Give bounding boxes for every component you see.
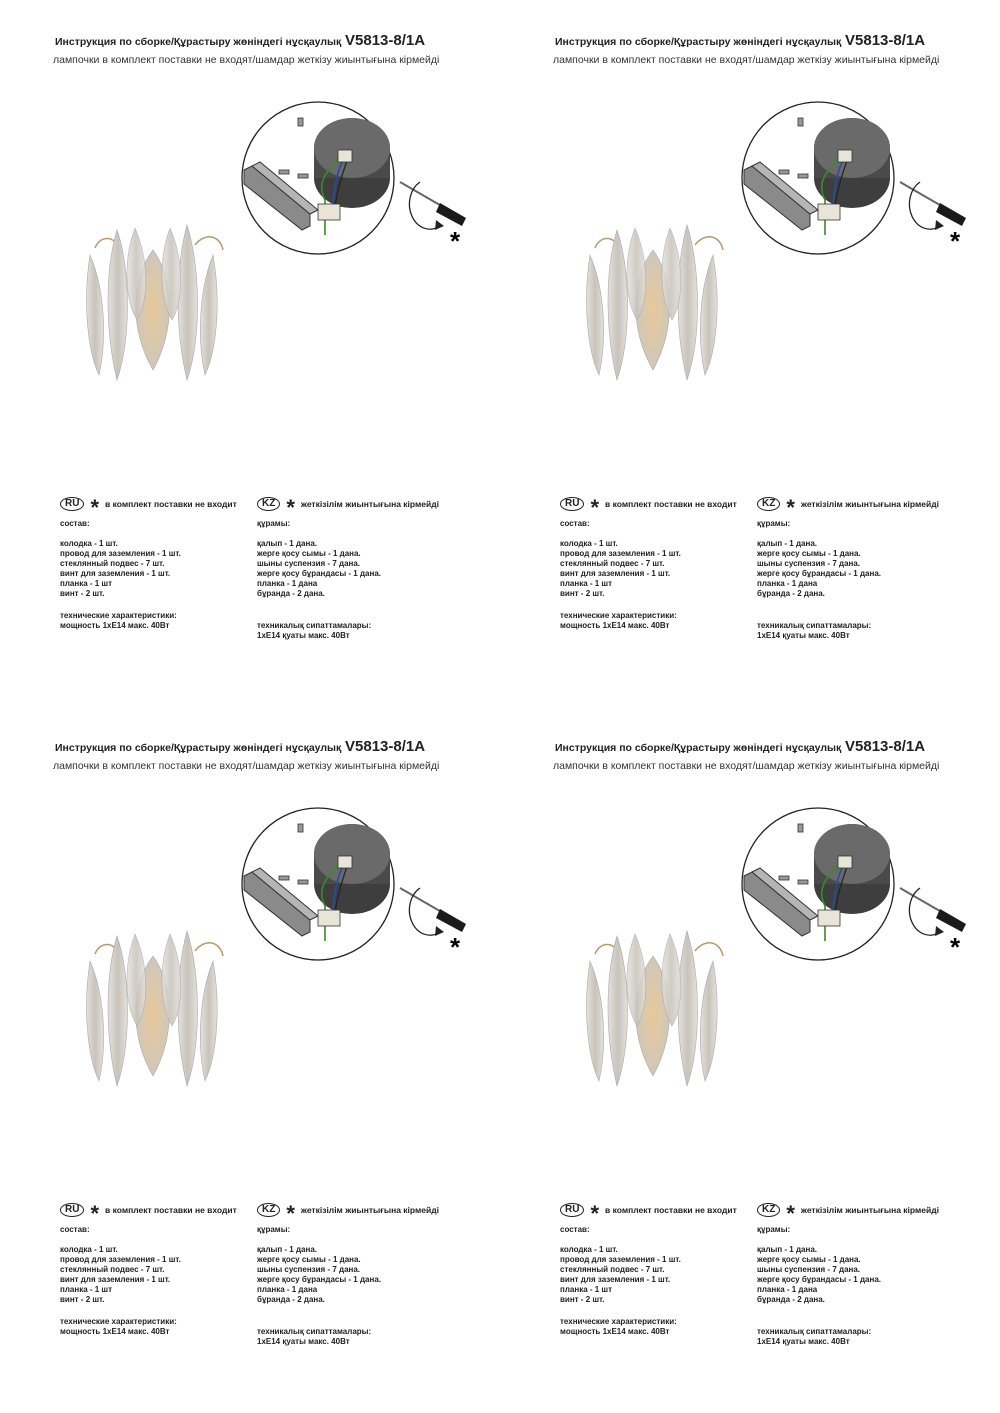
ru-specs-title: технические характеристики: — [60, 1317, 177, 1326]
list-item: колодка - 1 шт. — [560, 539, 618, 548]
mounting-diagram — [740, 806, 970, 981]
mounting-diagram — [240, 100, 470, 275]
ru-specs-title: технические характеристики: — [560, 611, 677, 620]
list-item: винт - 2 шт. — [560, 589, 605, 598]
list-item: жерге қосу бұрандасы - 1 дана. — [757, 1275, 881, 1284]
list-item: бұранда - 2 дана. — [257, 589, 325, 598]
screwdriver-icon — [400, 888, 466, 936]
list-item: винт - 2 шт. — [60, 1295, 105, 1304]
kz-specs-value: 1хЕ14 қуаты макс. 40Вт — [757, 1337, 850, 1346]
list-item: шыны суспензия - 7 дана. — [757, 1265, 861, 1274]
list-item: бұранда - 2 дана. — [757, 1295, 825, 1304]
list-item: планка - 1 шт — [60, 1285, 113, 1294]
canopy-disc — [814, 118, 890, 208]
kz-section — [757, 1201, 997, 1347]
list-item: шыны суспензия - 7 дана. — [257, 1265, 361, 1274]
canopy-disc — [314, 824, 390, 914]
not-included-asterisk: * — [950, 932, 961, 962]
kz-contents-list — [257, 539, 497, 599]
list-item: винт для заземления - 1 шт. — [560, 569, 671, 578]
ru-note: в комплект поставки не входит — [105, 499, 237, 509]
instruction-panel — [0, 0, 500, 706]
ru-specs-title: технические характеристики: — [560, 1317, 677, 1326]
list-item: планка - 1 дана — [757, 579, 818, 588]
list-item: жерге қосу сымы - 1 дана. — [757, 1255, 861, 1264]
ru-badge: RU — [60, 1203, 84, 1217]
not-included-asterisk: * — [950, 226, 961, 256]
ru-note: в комплект поставки не входит — [605, 499, 737, 509]
list-item: винт для заземления - 1 шт. — [60, 569, 171, 578]
model-number: V5813-8/1A — [345, 738, 426, 755]
kz-contents-title: құрамы: — [257, 1225, 291, 1234]
asterisk-icon: * — [786, 1201, 795, 1226]
list-item: винт для заземления - 1 шт. — [560, 1275, 671, 1284]
ru-contents-list — [560, 1245, 750, 1305]
screwdriver-icon — [900, 182, 966, 230]
wall-lamp-image — [75, 210, 235, 390]
list-item: колодка - 1 шт. — [60, 1245, 118, 1254]
kz-specs-title: техникалық сипаттамалары: — [257, 1327, 372, 1336]
kz-badge: KZ — [257, 497, 280, 511]
kz-contents-list — [757, 1245, 997, 1305]
model-number: V5813-8/1A — [345, 32, 426, 49]
asterisk-icon: * — [286, 495, 295, 520]
ru-section — [60, 495, 250, 631]
list-item: жерге қосу сымы - 1 дана. — [257, 549, 361, 558]
asterisk-icon: * — [590, 495, 600, 520]
wall-lamp-image — [575, 210, 735, 390]
kz-section — [257, 495, 497, 641]
list-item: винт - 2 шт. — [560, 1295, 605, 1304]
kz-badge: KZ — [757, 497, 780, 511]
ru-specs — [60, 611, 250, 631]
asterisk-icon: * — [786, 495, 795, 520]
ru-note: в комплект поставки не входит — [605, 1205, 737, 1215]
list-item: қалып - 1 дана. — [257, 1245, 318, 1254]
kz-contents-list — [257, 1245, 497, 1305]
list-item: колодка - 1 шт. — [60, 539, 118, 548]
screwdriver-icon — [900, 888, 966, 936]
asterisk-icon: * — [286, 1201, 295, 1226]
kz-contents-title: құрамы: — [757, 519, 791, 528]
list-item: жерге қосу бұрандасы - 1 дана. — [257, 569, 381, 578]
kz-specs-value: 1хЕ14 қуаты макс. 40Вт — [257, 631, 350, 640]
asterisk-icon: * — [90, 495, 100, 520]
page-subtitle: лампочки в комплект поставки не входят/шамдар жеткізу жиынтығына кірмейді — [553, 760, 940, 772]
kz-contents-title: құрамы: — [257, 519, 291, 528]
list-item: планка - 1 шт — [560, 579, 613, 588]
list-item: қалып - 1 дана. — [757, 539, 818, 548]
screwdriver-icon — [400, 182, 466, 230]
canopy-disc — [814, 824, 890, 914]
list-item: колодка - 1 шт. — [560, 1245, 618, 1254]
instruction-panel — [500, 0, 1000, 706]
kz-specs — [257, 1327, 497, 1347]
list-item: планка - 1 дана — [257, 1285, 318, 1294]
ru-badge: RU — [60, 497, 84, 511]
list-item: бұранда - 2 дана. — [757, 589, 825, 598]
list-item: планка - 1 дана — [257, 579, 318, 588]
model-number: V5813-8/1A — [845, 738, 926, 755]
list-item: қалып - 1 дана. — [757, 1245, 818, 1254]
list-item: жерге қосу сымы - 1 дана. — [757, 549, 861, 558]
mounting-diagram — [240, 806, 470, 981]
ru-note: в комплект поставки не входит — [105, 1205, 237, 1215]
ru-specs — [560, 611, 750, 631]
list-item: жерге қосу сымы - 1 дана. — [257, 1255, 361, 1264]
kz-specs-title: техникалық сипаттамалары: — [757, 1327, 872, 1336]
model-number: V5813-8/1A — [845, 32, 926, 49]
ru-contents-title: состав: — [560, 1225, 590, 1234]
ru-specs — [60, 1317, 250, 1337]
ru-contents-title: состав: — [60, 1225, 90, 1234]
instruction-panel — [0, 706, 500, 1412]
kz-specs-title: техникалық сипаттамалары: — [257, 621, 372, 630]
list-item: стеклянный подвес - 7 шт. — [60, 559, 165, 568]
page-subtitle: лампочки в комплект поставки не входят/шамдар жеткізу жиынтығына кірмейді — [53, 54, 440, 66]
kz-specs — [257, 621, 497, 641]
list-item: шыны суспензия - 7 дана. — [257, 559, 361, 568]
ru-contents-list — [560, 539, 750, 599]
list-item: винт - 2 шт. — [60, 589, 105, 598]
page-title: Инструкция по сборке/Құрастыру жөніндегі нұсқаулық — [55, 36, 342, 48]
kz-contents-list — [757, 539, 997, 599]
page-title: Инструкция по сборке/Құрастыру жөніндегі нұсқаулық — [555, 36, 842, 48]
kz-specs — [757, 1327, 997, 1347]
list-item: жерге қосу бұрандасы - 1 дана. — [757, 569, 881, 578]
list-item: провод для заземления - 1 шт. — [60, 549, 181, 558]
ru-badge: RU — [560, 1203, 584, 1217]
page-title: Инструкция по сборке/Құрастыру жөніндегі нұсқаулық — [55, 742, 342, 754]
kz-contents-title: құрамы: — [757, 1225, 791, 1234]
page-subtitle: лампочки в комплект поставки не входят/шамдар жеткізу жиынтығына кірмейді — [553, 54, 940, 66]
ru-specs-value: мощность 1хЕ14 макс. 40Вт — [560, 621, 670, 630]
wall-lamp-image — [75, 916, 235, 1096]
kz-section — [757, 495, 997, 641]
mounting-diagram — [740, 100, 970, 275]
list-item: стеклянный подвес - 7 шт. — [560, 559, 665, 568]
ru-section — [560, 495, 750, 631]
list-item: провод для заземления - 1 шт. — [60, 1255, 181, 1264]
list-item: қалып - 1 дана. — [257, 539, 318, 548]
kz-note: жеткізілім жиынтығына кірмейді — [800, 499, 939, 509]
list-item: жерге қосу бұрандасы - 1 дана. — [257, 1275, 381, 1284]
not-included-asterisk: * — [450, 226, 461, 256]
page-title: Инструкция по сборке/Құрастыру жөніндегі нұсқаулық — [555, 742, 842, 754]
list-item: провод для заземления - 1 шт. — [560, 1255, 681, 1264]
ru-contents-title: состав: — [60, 519, 90, 528]
canopy-disc — [314, 118, 390, 208]
ru-section — [60, 1201, 250, 1337]
kz-note: жеткізілім жиынтығына кірмейді — [300, 499, 439, 509]
wall-lamp-image — [575, 916, 735, 1096]
kz-specs-title: техникалық сипаттамалары: — [757, 621, 872, 630]
list-item: планка - 1 шт — [60, 579, 113, 588]
list-item: бұранда - 2 дана. — [257, 1295, 325, 1304]
asterisk-icon: * — [90, 1201, 100, 1226]
kz-note: жеткізілім жиынтығына кірмейді — [800, 1205, 939, 1215]
kz-specs — [757, 621, 997, 641]
not-included-asterisk: * — [450, 932, 461, 962]
ru-section — [560, 1201, 750, 1337]
ru-contents-title: состав: — [560, 519, 590, 528]
list-item: планка - 1 шт — [560, 1285, 613, 1294]
list-item: стеклянный подвес - 7 шт. — [560, 1265, 665, 1274]
page-subtitle: лампочки в комплект поставки не входят/шамдар жеткізу жиынтығына кірмейді — [53, 760, 440, 772]
kz-specs-value: 1хЕ14 қуаты макс. 40Вт — [757, 631, 850, 640]
ru-contents-list — [60, 1245, 250, 1305]
ru-specs-value: мощность 1хЕ14 макс. 40Вт — [60, 1327, 170, 1336]
ru-specs-title: технические характеристики: — [60, 611, 177, 620]
ru-specs — [560, 1317, 750, 1337]
ru-badge: RU — [560, 497, 584, 511]
asterisk-icon: * — [590, 1201, 600, 1226]
ru-specs-value: мощность 1хЕ14 макс. 40Вт — [560, 1327, 670, 1336]
list-item: стеклянный подвес - 7 шт. — [60, 1265, 165, 1274]
list-item: винт для заземления - 1 шт. — [60, 1275, 171, 1284]
list-item: провод для заземления - 1 шт. — [560, 549, 681, 558]
list-item: планка - 1 дана — [757, 1285, 818, 1294]
kz-note: жеткізілім жиынтығына кірмейді — [300, 1205, 439, 1215]
list-item: шыны суспензия - 7 дана. — [757, 559, 861, 568]
instruction-panel — [500, 706, 1000, 1412]
kz-specs-value: 1хЕ14 қуаты макс. 40Вт — [257, 1337, 350, 1346]
kz-badge: KZ — [757, 1203, 780, 1217]
ru-specs-value: мощность 1хЕ14 макс. 40Вт — [60, 621, 170, 630]
kz-badge: KZ — [257, 1203, 280, 1217]
ru-contents-list — [60, 539, 250, 599]
kz-section — [257, 1201, 497, 1347]
